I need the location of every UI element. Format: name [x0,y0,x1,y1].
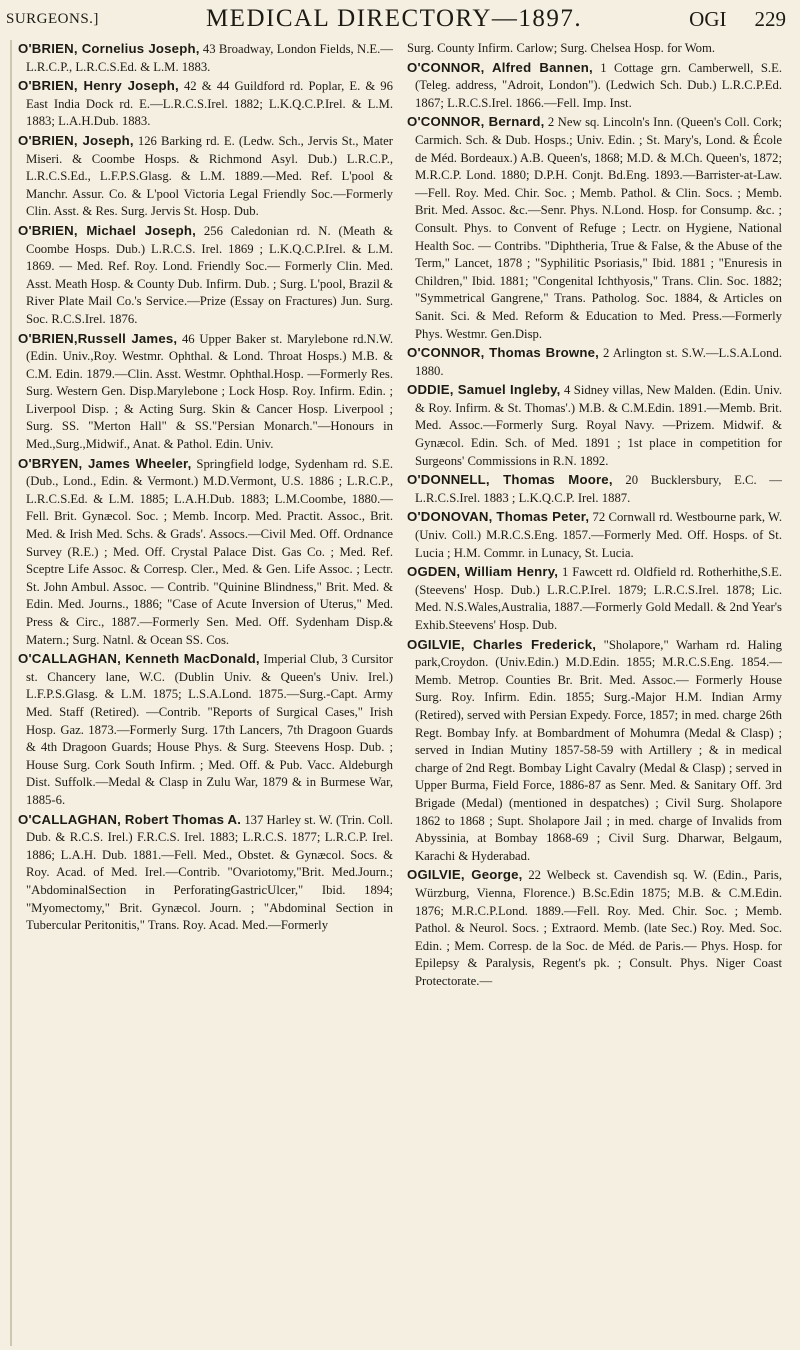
entry-name: ODDIE, Samuel Ingleby, [407,382,561,398]
entry-details: 46 Upper Baker st. Marylebone rd.N.W. (Edin. Univ.,Roy. Westmr. Ophthal. & Lond. Throat Hosps.) M.B. & C.M. Edin. 1879.—Clin. Asst. Westmr. Ophthal.Hosp. —Formerly Res. Surg. Western Gen. Disp.Marylebone ; Lock Hosp. Roy. Infirm. Edin. ; Liverpool Disp. ; & Acting Surg. Skin & Cancer Hosp. Liverpool ; Surg. SS. "Merton Hall" & SS."Persian Monarch."—Honours in Med.,Surg.,Midwif., Anat. & Pathol. Edin. Univ. [26,331,393,452]
entry-name: O'BRIEN, Cornelius Joseph, [18,41,200,56]
directory-entry [18,222,393,329]
entry-name: O'CALLAGHAN, Kenneth MacDonald, [18,651,260,667]
entry-name: O'CONNOR, Bernard, [407,114,545,130]
entry-name: O'BRIEN, Henry Joseph, [18,78,179,94]
directory-entry [407,344,782,380]
running-head [6,2,786,36]
text-columns [10,40,782,1346]
page-number: 229 [754,6,786,31]
left-column [10,40,393,1346]
directory-entry [407,59,782,113]
entry-details: 137 Harley st. W. (Trin. Coll. Dub. & R.C.S. Irel.) F.R.C.S. Irel. 1883; L.R.C.S. 1877; L.R.C.P. Irel. 1886; L.A.H. Dub. 1881.—Fell. Med., Obstet. & Gynæcol. Socs. & Roy. Acad. of Med. Irel.—Contrib. "Ovariotomy,"Brit. Med.Journ.; "AbdominalSection in PerforatingGastricUlcer," Ibid. 1894; "Myomectomy," Brit. Gynæcol. Journ. ; "Abdominal Section in Tubercular Peritonitis," Trans. Roy. Acad. Med.—Formerly [26,812,393,933]
entry-name: OGILVIE, Charles Frederick, [407,636,597,652]
entry-details: Springfield lodge, Sydenham rd. S.E. (Dub., Lond., Edin. & Vermont.) M.D.Vermont, U.S. 1886 ; L.R.C.P., L.R.C.S.Ed. & L.M. 1885; L.A.H.Dub. 1883; L.M.Coombe, 1880.—Fell. Brit. Gynæcol. Soc. ; Memb. Incorp. Med. Practit. Assoc., Brit. Med. & Irish Med. Schs. & Grads'. Assocs.—Civil Med. Off. Ordnance Survey (R.E.) ; Med. Off. Crystal Palace Dist. Gas Co. ; Med. Ref. Sceptre Life Assoc. & Corresp. Cler., Med. & Gen. Life Assoc. ; Lectr. St. John Ambul. Assoc. — Contrib. "Quinine Blindness," Brit. Med. & Edin. Med. Journs., 1886; "Case of Acute Inversion of Uterus," Med. Press & Circ., 1887.—Formerly Sen. Med. Off. Sydenham Disp.& Matern.; Surg. Natnl. & Ocean SS. Cos. [26,456,393,647]
entry-name: O'DONNELL, Thomas Moore, [407,472,613,488]
directory-entry [407,563,782,634]
entry-details: 22 Welbeck st. Cavendish sq. W. (Edin., Paris, Würzburg, Vienna, Florence.) B.Sc.Edin 1875; M.B. & C.M.Edin. 1876; M.R.C.P.Lond. 1889.—Fell. Roy. Med. Chir. Soc. ; Memb. Pathol. & Neurol. Socs. ; Extraord. Memb. (late Sec.) Roy. Med. Soc. Edin. ; Mem. Corresp. de la Soc. de Méd. de Paris.— Phys. Hosp. for Epilepsy & Paralysis, Regent's pk. ; Consult. Phys. Niger Coast Protectorate.— [415,868,782,988]
directory-entry [18,455,393,650]
entry-details: 2 Arlington st. S.W.—L.S.A.Lond. 1880. [415,346,782,378]
entry-details: 256 Caledonian rd. N. (Meath & Coombe Hosps. Dub.) L.R.C.S. Irel. 1869 ; L.K.Q.C.P.Irel. & L.M. 1869. — Med. Ref. Roy. Lond. Friendly Soc.— Formerly Clin. Med. Asst. Meath Hosp. & County Dub. Infirm. Dub. ; Surg. L'pool, Brazil & River Plate Mail Co.'s Service.—Prize (Essay on Fractures) Jun. Surg. Soc. R.C.S.Irel. 1876. [26,223,393,326]
entry-name: OGDEN, William Henry, [407,564,559,580]
entry-details: 43 Broadway, London Fields, N.E.—L.R.C.P., L.R.C.S.Ed. & L.M. 1883. [26,42,393,74]
directory-entry [407,40,782,58]
entry-details: 72 Cornwall rd. Westbourne park, W. (Univ. Coll.) M.R.C.S.Eng. 1857.—Formerly Med. Off. Hosps. of St. Lucia ; H.M. Commr. in Lunacy, St. Lucia. [415,510,782,560]
entry-details: 2 New sq. Lincoln's Inn. (Queen's Coll. Cork; Carmich. Sch. & Dub. Hosps.; Univ. Edin. ; St. Mary's, Lond. & École de Méd. Bordeaux.) A.B. Queen's, 1868; M.D. & M.Ch. Queen's, 1872; M.R.C.P. Lond. 1880; D.P.H. Conjt. Bd.Eng. 1893.—Barrister-at-Law. —Fell. Roy. Med. Chir. Soc. ; Memb. Pathol. & Clin. Socs. ; Memb. Brit. Med. Assoc. &c.—Senr. Phys. N.Lond. Hosp. for Consump. &c. ; Consult. Phys. to Convent of Refuge ; Lectr. on Hygiene, National Health Soc. — Contribs. "Diphtheria, True & False, & the Abuse of the Term," Lancet, 1878 ; "Syphilitic Psoriasis," Ibid. 1881 ; "Enuresis in Children," Ibid. 1881; "Congenital Ichthyosis," Trans. Clin. Soc. 1882; "Symmetrical Gangrene," Trans. Patholog. Soc. 1884, & Articles on Sanit. Sci. & Med. Reform & Education to Med. Press.—Formerly Phys. Westmr. Gen.Disp. [415,115,782,341]
directory-entry [407,471,782,507]
entry-details: 42 & 44 Guildford rd. Poplar, E. & 96 East India Dock rd. E.—L.R.C.S.Irel. 1882; L.K.Q.C.P.Irel. & L.M. 1883; L.A.H.Dub. 1883. [26,79,393,129]
page-title: MEDICAL DIRECTORY—1897. [205,5,583,32]
page-meta [689,7,786,32]
entry-details: "Sholapore," Warham rd. Haling park,Croydon. (Univ.Edin.) M.D.Edin. 1855; M.R.C.S.Eng. 1854.—Memb. Metrop. Counties Br. Brit. Med. Assoc.— Formerly House Surg. Roy. Infirm. Edin. 1855; Surg.-Major H.M. Indian Army (Retired), served with Persian Expedy. Force, 1857; in med. charge 26th Regt. Bombay Infy. at Bombardment of Mohumra (Medal & Clasp) ; served in Indian Mutiny 1857-58-59 with Artillery ; & in medical charge of 2nd Regt. Bombay Light Cavalry (Medal & Clasp) ; served in Upper Burma, Field Force, 1886-87 as Senr. Med. & Sanitary Off. 3rd Brigade (Medal) (mentioned in despatches) ; Civil Surg. Sholapore 1862 to 1868 ; Supt. Sholapore Jail ; in med. charge of Invalids from Abyssinia, at Bombay 1868-69 ; Civil Surg. Dharwar, Belgaum, Karachi & Hyderabad. [415,637,782,863]
directory-entry [18,77,393,131]
alphabet-guide: OGI [689,6,727,31]
directory-entry [18,811,393,935]
entry-name: O'BRIEN,Russell James, [18,330,178,346]
directory-entry [407,508,782,562]
entry-details: 4 Sidney villas, New Malden. (Edin. Univ. & Roy. Infirm. & St. Thomas'.) M.B. & C.M.Edin. 1891.—Memb. Brit. Med. Assoc.—Formerly Surg. Royal Navy. —Prizem. Midwif. & Gynæcol. Edin. Sch. of Med. 1891 ; 1st place in competition for Surgeons' Commissions in R.N. 1892. [415,383,782,468]
right-column [407,40,782,1346]
directory-entry [18,650,393,809]
entry-details: 126 Barking rd. E. (Ledw. Sch., Jervis St., Mater Miseri. & Coombe Hosps. & Richmond Asyl. Dub.) L.R.C.P., L.R.C.S.Ed., L.F.P.S.Glasg. & L.M. 1889.—Med. Ref. L'pool & Manchr. Assur. Co. & L'pool Victoria Legal Friendly Soc.—Formerly Clin. Asst. & Res. Surg. Jervis St. Hosp. Dub. [26,133,393,219]
directory-entry [407,113,782,343]
entry-details: Surg. County Infirm. Carlow; Surg. Chelsea Hosp. for Wom. [407,41,716,55]
directory-entry [407,866,782,990]
entry-details: 1 Cottage grn. Camberwell, S.E. (Teleg. address, "Adroit, London"). (Ledwich Sch. Dub.) L.R.C.P.Ed. 1867; L.R.C.S.Irel. 1866.—Fell. Imp. Inst. [415,60,782,110]
directory-entry [407,381,782,470]
entry-name: O'BRYEN, James Wheeler, [18,455,192,471]
section-label: SURGEONS.] [6,10,99,27]
entry-name: O'BRIEN, Joseph, [18,132,134,148]
entry-details: 20 Bucklersbury, E.C. —L.R.C.S.Irel. 1883 ; L.K.Q.C.P. Irel. 1887. [415,473,782,505]
directory-entry [18,132,393,221]
entry-name: O'CONNOR, Thomas Browne, [407,345,600,361]
entry-name: OGILVIE, George, [407,867,523,883]
entry-details: Imperial Club, 3 Cursitor st. Chancery lane, W.C. (Dublin Univ. & Queen's Univ. Irel.) L.F.P.S.Glasg. & L.M. 1875; L.S.A.Lond. 1875.—Surg.-Capt. Army Med. Staff (Retired). —Contrib. "Reports of Surgical Cases," Irish Hosp. Gaz. 1873.—Formerly Surg. 17th Lancers, 7th Dragoon Guards & 4th Dragoon Guards; House Phys. & Surg. Steevens Hosp. Dub. ; House Surg. Cork South Infirm. ; Med. Off. & Pub. Vacc. Aldeburgh Dist. Suffolk.—Medal & Clasp in Zulu War, 1879 & in Burmese War, 1885-6. [26,652,393,807]
entry-name: O'CALLAGHAN, Robert Thomas A. [18,811,242,827]
directory-entry [407,636,782,866]
directory-entry [18,330,393,454]
directory-entry [18,40,393,76]
entry-name: O'BRIEN, Michael Joseph, [18,222,196,238]
entry-name: O'DONOVAN, Thomas Peter, [407,509,590,525]
entry-details: 1 Fawcett rd. Oldfield rd. Rotherhithe,S.E. (Steevens' Hosp. Dub.) L.R.C.P.Irel. 1879; L.R.C.S.Irel. 1878; Lic. Med. N.S.Wales,Australia, 1887.—Formerly Gold Medall. & 2nd Year's Exhib.Steevens' Hosp. Dub. [415,565,782,632]
entry-name: O'CONNOR, Alfred Bannen, [407,59,593,75]
